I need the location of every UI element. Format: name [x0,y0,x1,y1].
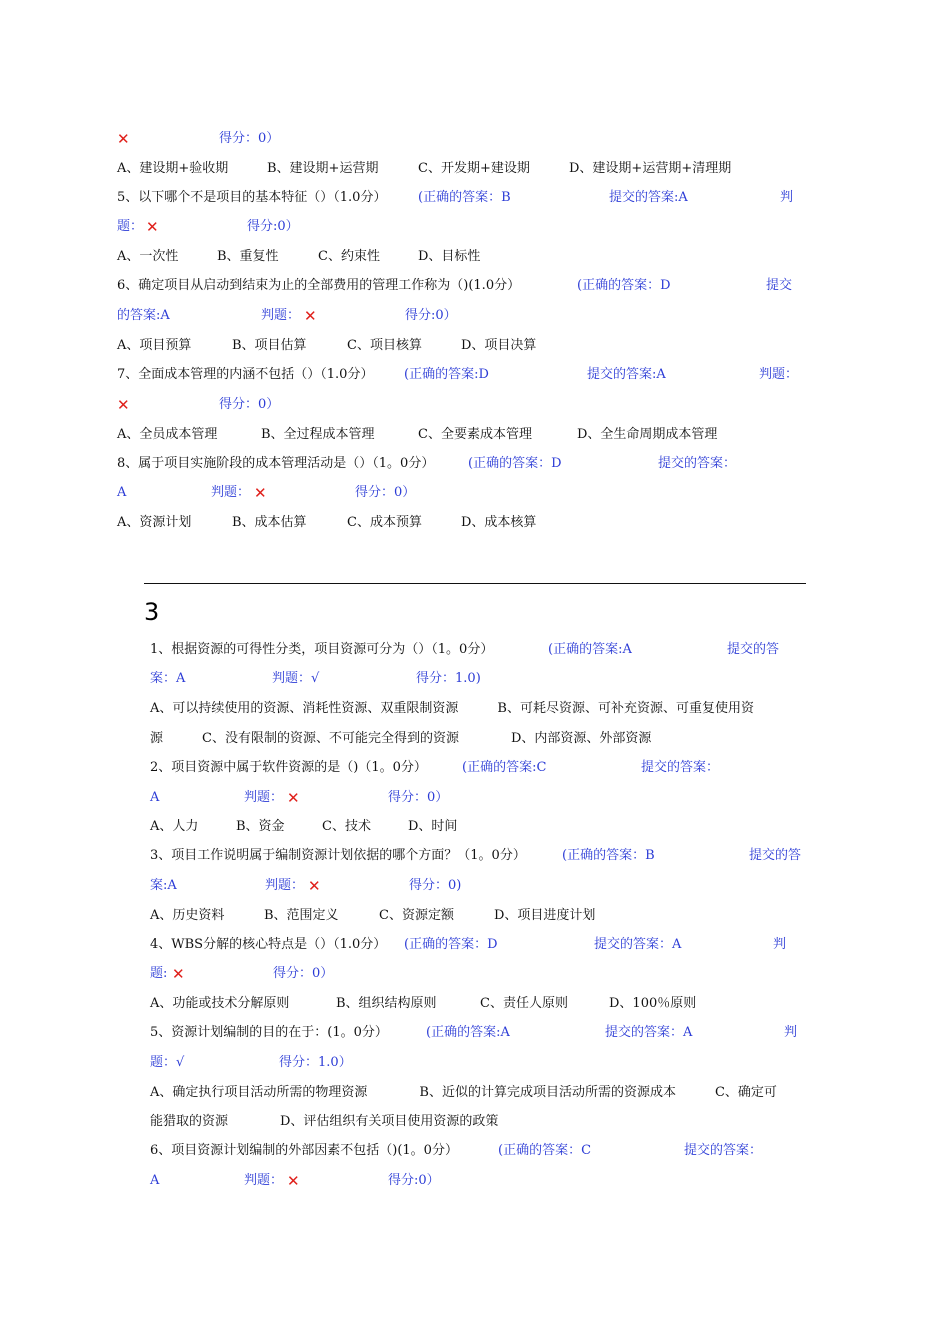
option-a: A、资源计划 [117,515,192,530]
option-d: D、100％原则 [609,996,697,1011]
correct-answer: (正确的答案：D [404,937,498,952]
option-a: A、项目预算 [117,338,192,353]
judge-label-rest: 题： [117,219,144,234]
judge-label: 判题：√ [272,671,320,686]
judge-label: 判题： [261,308,301,323]
option-d: D、项目决算 [461,338,537,353]
options-line-1: A、确定执行项目活动所需的物理资源 B、近似的计算完成项目活动所需的资源成本 C、确定可 [150,1085,777,1100]
option-b: B、资金 [236,819,285,834]
option-b: B、全过程成本管理 [261,427,375,442]
option-b: B、范围定义 [264,908,339,923]
option-a: A、历史资料 [150,908,225,923]
correct-answer: (正确的答案：D [468,456,562,471]
question-text: 6、确定项目从启动到结束为止的全部费用的管理工作称为（)(1.0分） [117,278,521,293]
judge-label: 判题： [759,367,799,382]
submitted-label: 提交的答案： [658,456,737,471]
judge-label: 判 [773,937,787,952]
judge-label: 判题： [211,485,251,500]
submitted-answer: 提交的答案：A [605,1025,693,1040]
option-d: D、项目进度计划 [494,908,596,923]
option-b: B、组织结构原则 [336,996,437,1011]
options-line-1: A、可以持续使用的资源、消耗性资源、双重限制资源 B、可耗尽资源、可补充资源、可重复使用资 [150,701,754,716]
submitted-answer: 案:A [150,878,177,893]
option-c: C、技术 [322,819,371,834]
submitted-label-part: 提交的答 [749,848,802,863]
correct-answer: (正确的答案：B [562,848,655,863]
question-text: 2、项目资源中属于软件资源的是（)（1。0分） [150,760,427,775]
option-d: D、时间 [408,819,458,834]
option-a: A、功能或技术分解原则 [150,996,290,1011]
wrong-icon: ✕ [287,1172,300,1190]
option-a: A、一次性 [117,249,179,264]
wrong-icon: ✕ [304,307,317,325]
submitted-label: 提交的答案： [684,1143,763,1158]
submitted-label: 提交的答案： [641,760,720,775]
option-c: C、项目核算 [347,338,422,353]
judge-label: 判题： [244,1173,284,1188]
submitted-answer: A [117,485,127,500]
wrong-icon: ✕ [308,877,321,895]
question-text: 1、根据资源的可得性分类，项目资源可分为（）（1。0分） [150,642,494,657]
section-divider [144,583,806,584]
option-d: D、全生命周期成本管理 [577,427,718,442]
judge-label: 判 [784,1025,798,1040]
wrong-icon: ✕ [254,484,267,502]
options-line-2: 源 C、没有限制的资源、不可能完全得到的资源 D、内部资源、外部资源 [150,731,652,746]
question-text: 5、以下哪个不是项目的基本特征（）（1.0分） [117,190,387,205]
option-b: B、重复性 [217,249,279,264]
score-label: 得分：0） [219,397,280,412]
option-d: D、建设期+运营期+清理期 [569,161,732,176]
option-c: C、资源定额 [379,908,454,923]
judge-label: 判 [780,190,794,205]
option-c: C、约束性 [318,249,380,264]
question-text: 5、资源计划编制的目的在于：(1。0分） [150,1025,388,1040]
option-a: A、全员成本管理 [117,427,218,442]
correct-answer: (正确的答案:D [404,367,489,382]
question-text: 3、项目工作说明属于编制资源计划依据的哪个方面？（1。0分） [150,848,526,863]
score-label: 得分:0） [405,308,457,323]
score-label: 得分：0） [355,485,416,500]
correct-answer: (正确的答案：D [577,278,671,293]
correct-answer: (正确的答案:A [548,642,632,657]
option-b: B、建设期+运营期 [267,161,379,176]
score-label: 得分：1.0） [279,1055,352,1070]
option-d: D、目标性 [418,249,481,264]
correct-answer: (正确的答案:C [462,760,547,775]
option-b: B、项目估算 [232,338,307,353]
question-text: 4、WBS分解的核心特点是（）（1.0分） [150,937,387,952]
correct-answer: (正确的答案：C [498,1143,592,1158]
wrong-icon: ✕ [146,218,159,236]
option-c: C、开发期+建设期 [418,161,530,176]
judge-label: 判题： [244,790,284,805]
option-a: A、建设期+验收期 [117,161,229,176]
option-c: C、全要素成本管理 [418,427,532,442]
option-c: C、责任人原则 [480,996,568,1011]
submitted-label-part: 提交的答 [727,642,780,657]
submitted-answer: 提交的答案:A [609,190,688,205]
section-number: 3 [144,598,160,626]
score-label: 得分：0） [219,131,280,146]
wrong-icon: ✕ [172,965,185,983]
judge-label-rest: 题：√ [150,1055,185,1070]
score-label: 得分：0） [388,790,449,805]
score-label: 得分：1.0) [416,671,481,686]
option-c: C、成本预算 [347,515,422,530]
submitted-answer: 提交的答案：A [594,937,682,952]
option-d: D、成本核算 [461,515,537,530]
question-text: 7、全面成本管理的内涵不包括（）（1.0分） [117,367,374,382]
option-a: A、人力 [150,819,199,834]
submitted-label-part: 提交 [766,278,793,293]
question-text: 6、项目资源计划编制的外部因素不包括（)(1。0分） [150,1143,458,1158]
judge-label: 判题： [265,878,305,893]
score-label: 得分：0） [273,966,334,981]
submitted-answer: 提交的答案:A [587,367,666,382]
submitted-answer: A [150,790,160,805]
question-text: 8、属于项目实施阶段的成本管理活动是（）（1。0分） [117,456,435,471]
wrong-icon: ✕ [117,396,130,414]
option-b: B、成本估算 [232,515,307,530]
score-label: 得分：0) [409,878,462,893]
submitted-answer: 的答案:A [117,308,170,323]
correct-answer: (正确的答案:A [426,1025,510,1040]
options-line-2: 能猎取的资源 D、评估组织有关项目使用资源的政策 [150,1114,499,1129]
wrong-icon: ✕ [287,789,300,807]
submitted-answer: 案：A [150,671,186,686]
score-label: 得分:0） [388,1173,440,1188]
score-label: 得分:0） [247,219,299,234]
correct-answer: (正确的答案：B [418,190,511,205]
submitted-answer: A [150,1173,160,1188]
judge-label-rest: 题: [150,966,168,981]
wrong-icon: ✕ [117,130,130,148]
